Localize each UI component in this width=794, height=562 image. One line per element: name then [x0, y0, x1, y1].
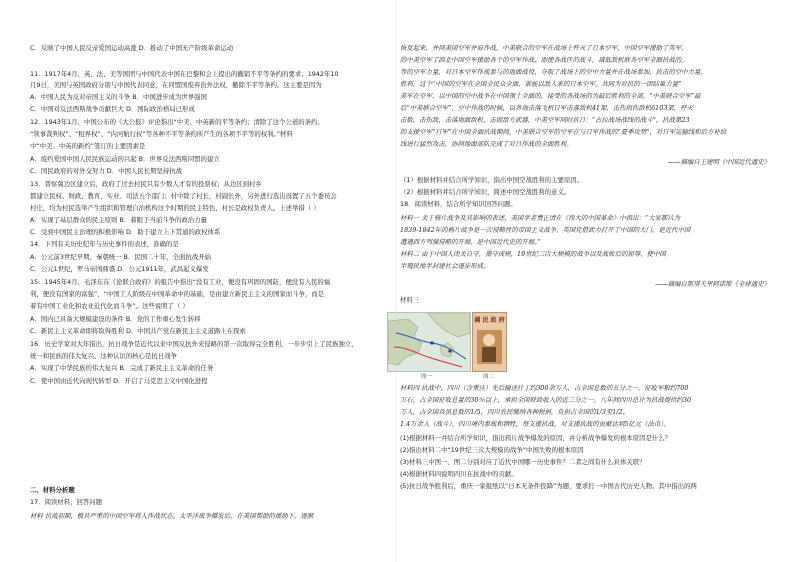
- q18-sub3: (3)材料三中图一、图二分别对应了近代中国哪一历史事件？二者之间有什么具体关联？: [400, 458, 646, 466]
- q13-options-cd: C．受到中国民主治理的积极影响 D．助于建立上下贯通的政权体系: [30, 228, 221, 236]
- q18-material4-line1: 材料四 抗战中，四川（含重庆）先后输送壮丁约300余万人，占全国总数的五分之一，征收军粮约700: [400, 384, 689, 392]
- section-heading-material-analysis: 二、材料分析题: [30, 486, 75, 494]
- q11-options-ab: A．中国人民为反对帝国主义的斗争 B．中国进步成为世界强国: [30, 93, 207, 101]
- q18-material4-line3: 万人，占全国兵员总数的1/5，四川农民缴纳各种税捐，负担占全国的1/3至1/2。: [400, 408, 629, 416]
- q17-material-line8: 击数，击伤敌，击落地面敌机，击毁敌方武器，中美空军同时抗日：“古拉战场战线的战斗”，抗战第23: [400, 116, 690, 124]
- q10-options-cd: C．反映了中国人民反帝爱国运动高涨 D．推动了中国无产阶级革命运动: [30, 44, 234, 52]
- q16-options-cd: C．使中国由近代向现代转型 D．开启了马克思主义中国化进程: [30, 377, 208, 385]
- q13-options-ab: A．实现了基层群众的民主原则 B．着眼于当前斗争的政治力量: [30, 216, 207, 224]
- q17-sub1: （1）根据材料并结合所学知识，指出中国空战胜利的主要原因。: [400, 176, 584, 184]
- q15-stem-line2: 利，便没有国家的富强”，“中国工人阶级在中国革命中的基础，是由建立新民主主义的国家而斗争，而是: [30, 290, 325, 298]
- q18-material3-label: 材料三: [400, 296, 420, 304]
- figure-map: [387, 312, 471, 372]
- material3-figures: [387, 312, 505, 380]
- q15-options-ab: A．国内已具备大规模建设的条件 B．党的工作重心发生转移: [30, 315, 201, 323]
- q15-stem-line3: 着有中国工业化和农业近代化而斗争”。这些说明了（ ）: [30, 302, 189, 310]
- q13-stem-line1: 13．晋察冀边区建立后，政府了过去村民只有少数人才有的投票权；从边区到村乡: [30, 180, 262, 188]
- q17-sub2: （2）根据材料并结合所学知识，简述中国空战胜利的意义。: [400, 188, 571, 196]
- q18-heading: 18．阅读材料，结合所学知识回答问题。: [400, 200, 517, 208]
- q17-material-line2: 恢复起来，并同美国空军并肩作战，中美联合的空军在战场上歼灭了日本空军，中国空军援助了英军，: [400, 44, 688, 52]
- q13-stem-line3: 村庄，均为村民选举产生组织和管理自治机构这个时期的民主特色，村长是政权负责人。上述举措（ ）: [30, 204, 320, 212]
- poster-illustration: [473, 324, 506, 368]
- q17-material-line7: 后“中美联合空军”，空中作战的时候，以各地击落飞机日军击落敌机41架，击伤损伤敌机6103架，歼灭: [400, 104, 693, 112]
- map-illustration: [388, 313, 470, 371]
- q12-stem-line3: 中“中美、中英的新约”签订的主要因素是: [30, 142, 146, 150]
- q17-source: ——摘编自王建明《中国近代通史》: [667, 158, 770, 166]
- q18-sub2: (2)指出材料二中“19世纪三次大规模的战争”中国失败的根本原因: [400, 446, 584, 454]
- q18-sub5: (5)抗日战争胜利后，重庆一家报纸以“日本无条件投降”为题，要求打一中国古代历史人物。其中指出的两: [400, 482, 697, 490]
- q11-options-cd: C．中国对反法西斯战争贡献巨大 D．国际政治格局已形成: [30, 105, 195, 113]
- q18-material1-line1: 材料一 关于鸦片战争及其影响的表述，美国学者费正清在《伟大的中国革命》中指出：“大家都认为: [400, 214, 681, 222]
- q18-material2-line2: 半殖民地半封建社会逐步形成。: [400, 262, 490, 270]
- q18-material4-line2: 万石，占全国征收总量的30％以上，承担全国财政收入的近三分之一。八年间四川总计为抗战提供约30: [400, 396, 692, 404]
- column-divider: [395, 0, 396, 562]
- q13-stem-line2: 都建立民权、财政、教育、实业、司法五个部门；村中除了村长，村副长外，另外进行选出设置了五个委员会: [30, 192, 337, 200]
- q15-stem-line1: 15．1945年4月，毛泽东在《论联合政府》的报告中指出“没有工业，便没有巩固的国防，便没有人民的福: [30, 278, 331, 286]
- fig1-caption: 图一: [421, 374, 433, 380]
- q16-options-ab: A．实现了中华民族的伟大复兴 B．完成了新民主主义革命的任务: [30, 364, 214, 372]
- poster-title: 國 民 政 府: [474, 317, 505, 324]
- q18-material1-line3: 遭遇西方列强侵略的开端，是中国近代史的开端。”: [400, 238, 541, 246]
- q18-sub1: (1)根据材料一并结合所学知识，指出鸦片战争爆发的原因，并分析战争爆发的根本原因是什么？: [400, 434, 672, 442]
- q12-stem-line2: “领事裁判权”、“租界权”、“内河航行权”等各种不平等条约所产生的各项不平等的权利。”材料: [30, 130, 293, 138]
- q18-material2-line1: 材料二 由于中国人闭关自守，墨守成规，19世纪三次大规模的战争以及战败后的屈辱，使中国: [400, 250, 666, 258]
- q12-stem-line1: 12．1943年1月，中国公布的《大公报》评论指出“中美、中英新的平等条约；清除了这个公道的条约；: [30, 118, 324, 126]
- q18-material1-line2: 1839-1842年的鸦片战争是一次侵略性的帝国主义战争，英国凭借武力打开了中国的大门，是近代中国: [400, 226, 691, 234]
- q16-stem-line1: 16．历史学家对大年指出，抗日战争是近代以来中国反抗外来侵略的第一次取得完全胜利，一步步引上了民族独立、: [30, 340, 358, 348]
- q16-stem-line2: 统一和民族的伟大复兴。这种认识的核心是抗日战争: [30, 352, 177, 360]
- q14-stem: 14．下列有关历史纪年与历史事件的表述，准确的是: [30, 240, 179, 248]
- q18-source: ——摘编自斯塔夫里阿诺斯《全球通史》: [654, 280, 770, 288]
- q18-material4-line4: 1.4万余人（战斗），四川境内参战和牺牲，每支援抗战，对支援抗战的贡献达到5亿元（法币）。: [400, 420, 670, 428]
- q17-material-line4: 等的空军力量，对日本空军作战参与的地面战役，夺取了战场上的空中力量并在战场参加，抗击的空中力量。: [400, 68, 707, 76]
- q11-stem-line1: 11．1917年4月，英、法、美等国团与中国代表中国在巴黎和会上提出的撤销不平等条约的要求；1942年10: [30, 70, 339, 78]
- q17-material-line9: 的支援空军“日军”在中国全面抗战期间，中美联合空军的空军在与日军作战的“夏季攻势”，对日军运输线和后方补给: [400, 128, 727, 136]
- q12-options-ab: A．废约爱国中国人民民族运动的兴起 B．世界反法西斯同盟的建立: [30, 155, 220, 163]
- q17-material-line1: 材料 抗战初期，极其严重的中国空军将入作战状态。太平洋战争爆发后，在美国帮助的援助下，逐渐: [30, 512, 314, 520]
- fig2-caption: 图二: [483, 374, 495, 380]
- q14-options-cd: C．公元1世纪，罗马帝国鼎盛 D．公元1911年，武昌起义爆发: [30, 265, 209, 273]
- figure-poster: [472, 312, 507, 372]
- q17-material-line10: 线进行猛烈攻击，协同地面部队完成了对日作战的全面胜利。: [400, 140, 573, 148]
- q17-heading: 17．阅读材料，回答问题: [30, 498, 103, 506]
- q14-options-ab: A．公元前3世纪早期，秦朝统一 B．民国二十年，全面抗战开始: [30, 253, 212, 261]
- q11-stem-line2: 月9日，美国与英国政府分别与中国代表同意，在同盟国废弃治外法权，撤除不平等条约。这主要是因为: [30, 81, 322, 89]
- q15-options-cd: C．新民主主义革命即将取得胜利 D．中国共产党在新民主主义道路上在探索: [30, 327, 246, 335]
- q18-sub4: (4)根据材料四说明四川在抗战中的贡献。: [400, 470, 518, 478]
- q17-material-line3: 的中美空军了西北中国空军援助各个的空军作战，即使各战区的战斗，减低敌机联各空军全面抗战的。: [400, 56, 688, 64]
- q17-material-line6: 美军在空军、以中国的空中战争在中国领土全面的，接受的各战场的为最后胜利的全部，“中美联合空军”最: [400, 92, 701, 100]
- q17-material-line5: 胜利，这个“中国的空军在全国全民众全面，谁能以敌人来的日本空军。共同为对抗的一团结果力量”: [400, 80, 682, 88]
- q12-options-cd: C．国民政府的对外交努力 D．中国人民长期坚持抗战: [30, 167, 183, 175]
